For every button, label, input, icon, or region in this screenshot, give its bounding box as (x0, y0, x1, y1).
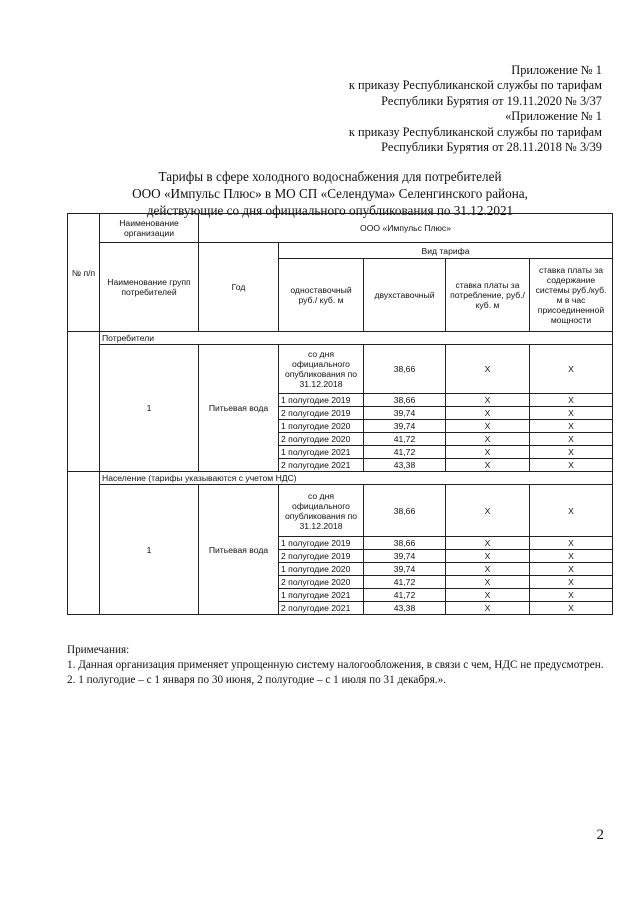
consumption-rate-cell: Х (530, 563, 613, 576)
page-number: 2 (596, 827, 604, 843)
tariff-table (67, 213, 613, 615)
header-org-name: ООО «Импульс Плюс» (199, 214, 613, 243)
period-cell: 1 полугодие 2021 (279, 589, 364, 602)
note-item: 2. 1 полугодие – с 1 января по 30 июня, 2 полугодие – с 1 июля по 31 декабря.». (67, 674, 446, 686)
single-rate-cell: 38,66 (364, 485, 446, 537)
double-rate-cell: Х (446, 563, 530, 576)
period-cell: 2 полугодие 2020 (279, 576, 364, 589)
single-rate-cell: 39,74 (364, 407, 446, 420)
double-rate-cell: Х (446, 420, 530, 433)
single-rate-cell: 41,72 (364, 433, 446, 446)
period-cell: со дня официального опубликования по 31.12.2018 (279, 485, 364, 537)
single-rate-cell: 38,66 (364, 345, 446, 394)
double-rate-cell: Х (446, 550, 530, 563)
consumption-rate-cell: Х (530, 459, 613, 472)
consumption-rate-cell: Х (530, 407, 613, 420)
single-rate-cell: 39,74 (364, 563, 446, 576)
appendix-line: Республики Бурятия от 28.11.2018 № 3/39 (381, 140, 602, 155)
section-num: 1 (100, 345, 199, 472)
document-title (60, 169, 600, 219)
period-cell: 1 полугодие 2020 (279, 563, 364, 576)
double-rate-cell: Х (446, 446, 530, 459)
notes (67, 643, 612, 688)
title-line: ООО «Импульс Плюс» в МО СП «Селендума» Селенгинского района, (132, 185, 528, 201)
consumption-rate-cell: Х (530, 345, 613, 394)
single-rate-cell: 38,66 (364, 394, 446, 407)
consumer-group: Питьевая вода (199, 485, 279, 615)
double-rate-cell: Х (446, 433, 530, 446)
period-cell: 1 полугодие 2020 (279, 420, 364, 433)
title-line: Тарифы в сфере холодного водоснабжения для потребителей (158, 169, 502, 184)
single-rate-cell: 43,38 (364, 602, 446, 615)
appendix-line: Республики Бурятия от 19.11.2020 № 3/37 (381, 93, 602, 108)
note-item: 1. Данная организация применяет упрощенную систему налогообложения, в связи с чем, НДС не предусмотрен. (67, 659, 604, 671)
header-col-consumption: ставка платы за потребление, руб./ куб. м (446, 259, 530, 332)
single-rate-cell: 41,72 (364, 576, 446, 589)
consumption-rate-cell: Х (530, 537, 613, 550)
period-cell: со дня официального опубликования по 31.12.2018 (279, 345, 364, 394)
consumption-rate-cell: Х (530, 433, 613, 446)
double-rate-cell: Х (446, 537, 530, 550)
appendix-line: «Приложение № 1 (505, 109, 602, 124)
double-rate-cell: Х (446, 407, 530, 420)
single-rate-cell: 38,66 (364, 537, 446, 550)
consumption-rate-cell: Х (530, 394, 613, 407)
consumption-rate-cell: Х (530, 589, 613, 602)
single-rate-cell: 41,72 (364, 446, 446, 459)
appendix-line: Приложение № 1 (511, 63, 602, 77)
consumption-rate-cell: Х (530, 420, 613, 433)
notes-heading: Примечания: (67, 644, 130, 656)
period-cell: 2 полугодие 2019 (279, 407, 364, 420)
double-rate-cell: Х (446, 576, 530, 589)
header-group: Наименование групп потребителей (100, 243, 199, 332)
period-cell: 1 полугодие 2021 (279, 446, 364, 459)
period-cell: 2 полугодие 2021 (279, 459, 364, 472)
period-cell: 2 полугодие 2020 (279, 433, 364, 446)
double-rate-cell: Х (446, 485, 530, 537)
appendix-header (349, 63, 602, 155)
double-rate-cell: Х (446, 345, 530, 394)
appendix-line: к приказу Республиканской службы по тарифам (348, 78, 602, 93)
header-org-label: Наименование организации (100, 214, 199, 243)
single-rate-cell: 39,74 (364, 420, 446, 433)
double-rate-cell: Х (446, 602, 530, 615)
double-rate-cell: Х (446, 394, 530, 407)
appendix-line: к приказу Республиканской службы по тарифам (348, 124, 602, 139)
section-title: Население (тарифы указываются с учетом НДС) (100, 472, 613, 485)
period-cell: 2 полугодие 2021 (279, 602, 364, 615)
double-rate-cell: Х (446, 589, 530, 602)
header-col-double: двухставочный (364, 259, 446, 332)
header-col-single: одноставочный руб./ куб. м (279, 259, 364, 332)
period-cell: 2 полугодие 2019 (279, 550, 364, 563)
period-cell: 1 полугодие 2019 (279, 537, 364, 550)
single-rate-cell: 39,74 (364, 550, 446, 563)
section-num-cell (68, 332, 100, 472)
header-col-maintenance: ставка платы за содержание системы руб./куб. м в час присоединенной мощности (530, 259, 613, 332)
section-title: Потребители (100, 332, 613, 345)
period-cell: 1 полугодие 2019 (279, 394, 364, 407)
consumption-rate-cell: Х (530, 602, 613, 615)
section-num-cell (68, 472, 100, 615)
single-rate-cell: 41,72 (364, 589, 446, 602)
header-num: № п/п (68, 214, 100, 332)
header-tariff-type: Вид тарифа (279, 243, 613, 259)
single-rate-cell: 43,38 (364, 459, 446, 472)
consumption-rate-cell: Х (530, 485, 613, 537)
consumption-rate-cell: Х (530, 446, 613, 459)
consumption-rate-cell: Х (530, 576, 613, 589)
consumption-rate-cell: Х (530, 550, 613, 563)
title-line: действующие со дня официального опубликования по 31.12.2021 (146, 202, 514, 218)
double-rate-cell: Х (446, 459, 530, 472)
section-num: 1 (100, 485, 199, 615)
consumer-group: Питьевая вода (199, 345, 279, 472)
header-year: Год (199, 243, 279, 332)
